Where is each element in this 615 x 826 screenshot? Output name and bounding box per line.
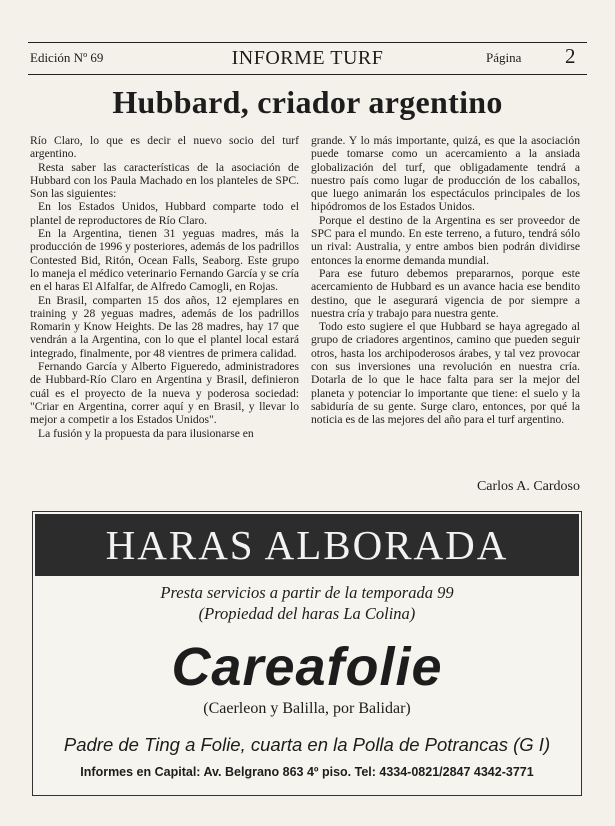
article-paragraph: Porque el destino de la Argentina es ser proveedor de SPC para el mundo. En este terreno, a futuro, tendrá sólo un rival: Australia, y entre ambos bien podrán dividirse entonces la enorme demanda mundial. xyxy=(311,213,580,267)
ad-banner: HARAS ALBORADA xyxy=(35,514,579,576)
header-bottom-rule xyxy=(28,74,587,75)
ad-ownership-line: (Propiedad del haras La Colina) xyxy=(198,604,416,623)
article-paragraph: grande. Y lo más importante, quizá, es que la asociación puede tomarse como un acercamiento a la ansiada globalización del turf, que obligadamente tendrá a nuestro país como lugar de producción de los caballos, que luego animarán los espectáculos principales de los hipódromos de los Estados Unidos. xyxy=(311,134,580,214)
page-label: Página xyxy=(486,50,522,65)
article-paragraph: En los Estados Unidos, Hubbard comparte todo el plantel de reproductores de Río Claro. xyxy=(30,200,299,227)
header-top-rule xyxy=(28,42,587,43)
article-paragraph: Resta saber las características de la asociación de Hubbard con los Paula Machado en los planteles de SPC. Son las siguientes: xyxy=(30,160,299,201)
article-paragraph: En la Argentina, tienen 31 yeguas madres, más la producción de 1996 y posteriores, además de los padrillos Contested Bid, Ritón, Ocean Falls, Seaborg. Este grupo lo maneja el médico veterinario Fernando García y se cría en el haras El Alfalfar, de Alfredo Camogli, en Rojas. xyxy=(30,227,299,294)
article-paragraph: Río Claro, lo que es decir el nuevo socio del turf argentino. xyxy=(30,134,299,161)
advertisement xyxy=(32,511,582,796)
ad-horse-name: Careafolie xyxy=(171,637,443,697)
article-paragraph: Para ese futuro debemos prepararnos, porque este acercamiento de Hubbard es un avance hacia ese bendito destino, que le asegurará vigencia de por siempre a nuestra cría y trabajo para nuestra gente. xyxy=(311,266,580,320)
article-headline: Hubbard, criador argentino xyxy=(112,84,503,120)
ad-services-line: Presta servicios a partir de la temporada 99 xyxy=(160,583,454,602)
article-byline: Carlos A. Cardoso xyxy=(476,479,580,494)
ad-tagline: Padre de Ting a Folie, cuarta en la Polla de Potrancas (G I) xyxy=(63,734,551,755)
article-column-right xyxy=(311,134,580,427)
ad-contact: Informes en Capital: Av. Belgrano 863 4º piso. Tel: 4334-0821/2847 4342-3771 xyxy=(80,765,534,779)
article-paragraph: La fusión y la propuesta da para ilusionarse en xyxy=(38,426,254,440)
ad-services xyxy=(33,582,581,624)
article-paragraph: Todo esto sugiere el que Hubbard se haya agregado al grupo de criadores argentinos, camino que pueden seguir otros, hasta los archipoderosos árabes, y tal vez provocar con sus inversiones una revolución en nuestra cría. Dotarla de lo que le hace falta para ser la mejor del planeta y potenciar lo importante que tiene: el suelo y la sabiduría de su gente. Surge claro, entonces, por qué la noticia es de las mejores del año para el turf argentino. xyxy=(311,320,580,427)
article-paragraph: En Brasil, comparten 15 dos años, 12 ejemplares en training y 28 yeguas madres, además de los padrillos Romarin y Know Heights. De las 28 madres, hay 17 que vendrán a la Argentina, con lo que el plantel local estará integrado, finalmente, por 48 vientres de primera calidad. xyxy=(30,293,299,360)
ad-pedigree: (Caerleon y Balilla, por Balidar) xyxy=(203,700,411,717)
article-column-left xyxy=(30,134,299,440)
article-paragraph: Fernando García y Alberto Figueredo, administradores de Hubbard-Río Claro en Argentina y Brasil, definieron cuál es el proyecto de la nueva y poderosa sociedad: "Criar en Argentina, correr aquí y en Brasil, y llevar lo mejor a competir a los Estados Unidos". xyxy=(30,360,299,427)
publication-title: INFORME TURF xyxy=(231,47,384,69)
page-number: 2 xyxy=(565,44,576,68)
edition-number: Edición Nº 69 xyxy=(30,50,104,65)
